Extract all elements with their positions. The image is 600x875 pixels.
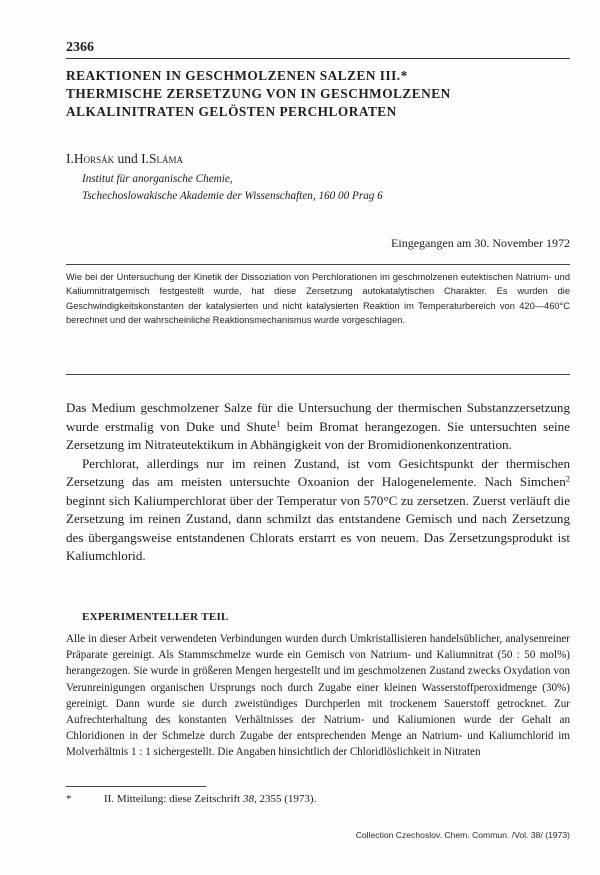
footnote-mark: * bbox=[66, 793, 72, 805]
affiliation-line-2: Tschechoslowakische Akademie der Wissenschaften, 160 00 Prag 6 bbox=[82, 189, 383, 202]
intro-paragraph-1 bbox=[66, 399, 570, 455]
footnote-volume: 38, bbox=[243, 793, 257, 805]
page-number: 2366 bbox=[66, 40, 94, 55]
affiliation bbox=[82, 171, 383, 204]
affiliation-line-1: Institut für anorganische Chemie, bbox=[82, 173, 233, 185]
intro-paragraph-2 bbox=[66, 455, 570, 566]
author2-initial: I. bbox=[141, 151, 150, 166]
reference-2: 2 bbox=[565, 473, 570, 484]
intro-p1-text-a: Das Medium geschmolzener Salze für die Untersuchung der thermischen Substanzzersetzung wurde erstmalig von Duke und Shute bbox=[66, 400, 570, 434]
header-rule bbox=[66, 58, 570, 59]
intro-p2-text-a: Perchlorat, allerdings nur im reinen Zustand, ist vom Gesichtspunkt der thermischen Zersetzung das am meisten untersuchte Oxoanion der Halogenelemente. Nach Simchen bbox=[66, 455, 570, 489]
footnote-text-b: 2355 (1973). bbox=[256, 793, 317, 805]
title-line-1: REAKTIONEN IN GESCHMOLZENEN SALZEN III.* bbox=[66, 68, 408, 83]
section-heading-experimental: EXPERIMENTELLER TEIL bbox=[82, 611, 229, 623]
authors bbox=[66, 151, 183, 167]
introduction bbox=[66, 399, 570, 566]
abstract-bottom-rule bbox=[66, 374, 570, 375]
intro-p2-text-b: beginnt sich Kaliumperchlorat über der Temperatur von 570°C zu zersetzen. Zuerst verläuft die Zersetzung im reinen Zustand, dann schmilzt das entstandene Gemisch und nach Zersetzung des übergangsweise entstandenen Chlorats erstarrt es von neuem. Das Zersetzungsprodukt ist Kaliumchlorid. bbox=[66, 492, 570, 563]
intro-p1-text-b: beim Bromat herangezogen. Sie untersuchten seine Zersetzung im Nitrateutektikum in Abhängigkeit von der Bromidionenkonzentration. bbox=[66, 418, 570, 452]
footnote bbox=[66, 793, 316, 805]
author1-initial: I. bbox=[66, 151, 74, 166]
footnote-rule bbox=[66, 786, 206, 787]
journal-citation: Collection Czechoslov. Chem. Commun. /Vol. 38/ (1973) bbox=[355, 830, 570, 840]
author1-name: Horsák bbox=[73, 151, 115, 166]
abstract: Wie bei der Untersuchung der Kinetik der Dissoziation von Perchlorationen im geschmolzenen eutektischen Natrium- und Kaliumnitratgemisch festgestellt wurde, hat diese Zersetzung autokatalytischen Charakter. Es wurden die Geschwindigkeitskonstanten der katalysierten und nicht katalysierten Reaktion im Temperaturbereich von 420—460°C berechnet und der wahrscheinliche Reaktionsmechanismus wurde vorgeschlagen. bbox=[66, 272, 570, 326]
author-conjunction: und bbox=[114, 151, 142, 166]
title-line-3: ALKALINITRATEN GELÖSTEN PERCHLORATEN bbox=[66, 104, 397, 119]
article-title bbox=[66, 67, 576, 121]
reference-1: 1 bbox=[276, 417, 281, 428]
abstract-top-rule bbox=[66, 264, 570, 265]
author2-name: Sláma bbox=[149, 151, 184, 166]
title-line-2: THERMISCHE ZERSETZUNG VON IN GESCHMOLZENEN bbox=[66, 86, 451, 101]
experimental-paragraph: Alle in dieser Arbeit verwendeten Verbindungen wurden durch Umkristallisieren handelsüblicher, analysenreiner Präparate gereinigt. Als Stammschmelze wurde ein Gemisch von Natrium- und Kaliumnitrat (50 : 50 mol%) herangezogen. Sie wurde in größeren Mengen hergestellt und im geschmolzenen Zustand zwecks Oxydation von Verunreinigungen organischen Ursprungs noch durch Zugabe einer kleinen Wasserstoffperoxidmenge (30%) gereinigt. Dann wurde sie durch zweistündiges Durchperlen mit trockenem Sauerstoff getrocknet. Zur Aufrechterhaltung des konstanten Verhältnisses der Natrium- und Kaliumionen wurde der Gehalt an Chloridionen in der Schmelze durch Zugabe der entsprechenden Menge an Natrium- und Kaliumchlorid im Molverhältnis 1 : 1 sichergestellt. Die Angaben hinsichtlich der Chloridlöslichkeit in Nitraten bbox=[66, 633, 570, 759]
footnote-text-a: II. Mitteilung: diese Zeitschrift bbox=[104, 793, 243, 805]
received-date: Eingegangen am 30. November 1972 bbox=[391, 236, 570, 250]
